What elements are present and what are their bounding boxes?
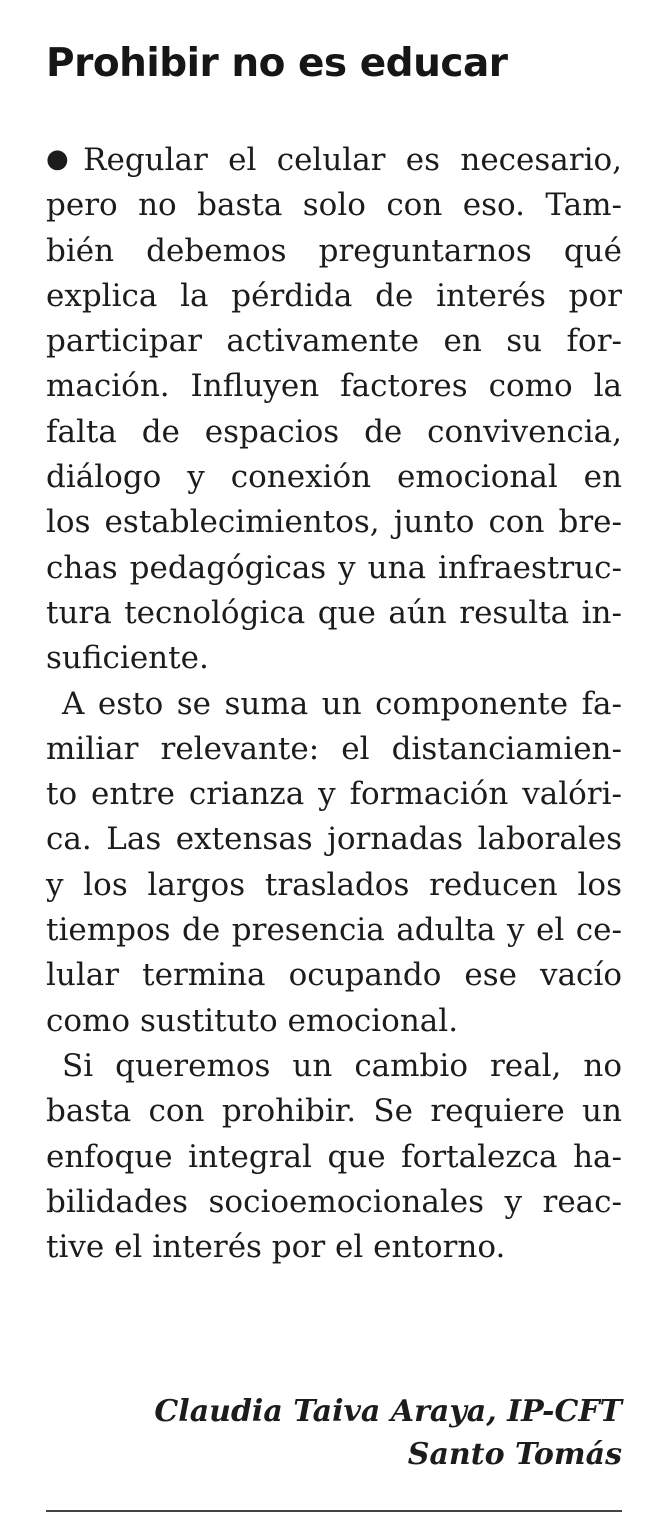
body-line: tive el interés por el entorno. bbox=[46, 1229, 506, 1266]
body-line: tiempos de presencia adulta y el ce- bbox=[46, 912, 622, 949]
body-line: bilidades socioemocionales y reac- bbox=[46, 1183, 622, 1220]
author-signature bbox=[154, 1390, 622, 1476]
body-line-text: Regular el celular es necesario, bbox=[83, 142, 623, 178]
body-line: chas pedagógicas y una infraestruc- bbox=[46, 549, 622, 586]
author-institution: Santo Tomás bbox=[407, 1437, 622, 1472]
body-line: enfoque integral que fortalezca ha- bbox=[46, 1138, 622, 1175]
paragraph-3 bbox=[46, 1044, 622, 1270]
body-line: suficiente. bbox=[46, 640, 209, 677]
body-line: participar activamente en su for- bbox=[46, 323, 622, 360]
body-line: y los largos traslados reducen los bbox=[46, 866, 622, 903]
body-line: basta con prohibir. Se requiere un bbox=[46, 1093, 622, 1130]
body-line: lular termina ocupando ese vacío bbox=[46, 957, 622, 994]
body-line: diálogo y conexión emocional en bbox=[46, 459, 622, 496]
body-line: to entre crianza y formación valóri- bbox=[46, 776, 622, 813]
bottom-divider bbox=[46, 1510, 622, 1512]
article-body bbox=[46, 138, 622, 1270]
body-line: pero no basta solo con eso. Tam- bbox=[46, 187, 622, 224]
body-line: falta de espacios de convivencia, bbox=[46, 413, 622, 450]
body-line: ca. Las extensas jornadas laborales bbox=[46, 821, 622, 858]
author-name: Claudia Taiva Araya, IP-CFT bbox=[154, 1394, 622, 1429]
paragraph-2 bbox=[46, 682, 622, 1044]
body-line: miliar relevante: el distanciamien- bbox=[46, 730, 622, 767]
bullet-icon: ● bbox=[46, 144, 80, 174]
body-line: bién debemos preguntarnos qué bbox=[46, 232, 622, 269]
body-line: A esto se suma un componente fa- bbox=[62, 685, 622, 722]
body-line: tura tecnológica que aún resulta in- bbox=[46, 594, 622, 631]
headline: Prohibir no es educar bbox=[46, 41, 508, 86]
body-line bbox=[46, 138, 622, 183]
body-line: mación. Influyen factores como la bbox=[46, 368, 622, 405]
body-line: Si queremos un cambio real, no bbox=[62, 1047, 622, 1084]
paragraph-1 bbox=[46, 138, 622, 682]
body-line: como sustituto emocional. bbox=[46, 1002, 459, 1039]
body-line: los establecimientos, junto con bre- bbox=[46, 504, 622, 541]
body-line: explica la pérdida de interés por bbox=[46, 277, 622, 314]
